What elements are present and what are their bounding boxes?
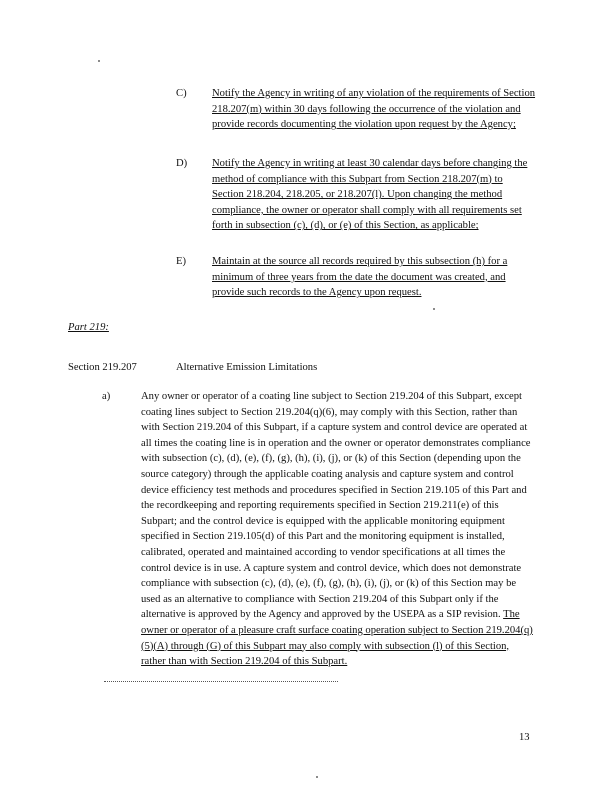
scan-speck <box>98 60 100 62</box>
item-label: E) <box>176 256 186 267</box>
item-text: Notify the Agency in writing at least 30 calendar days before changing the method of compliance with this Subpart from Section 218.207(m) to Section 218.204, 218.205, or 218.207(l). Upon changing the method compliance, the owner or operator shall comply with all requirements set forth in subsection (c), (d), or (e) of this Section, as applicable; <box>212 158 528 232</box>
section-title: Alternative Emission Limitations <box>176 362 318 373</box>
dotted-separator <box>104 681 338 682</box>
subsection-label: a) <box>102 391 111 402</box>
subsection-text <box>141 389 536 670</box>
section-heading <box>68 362 318 373</box>
item-text: Notify the Agency in writing of any violation of the requirements of Section 218.207(m) within 30 days following the occurrence of the violation and provide records documenting the violation upon request by the Agency; <box>212 88 536 131</box>
item-label: C) <box>176 88 187 99</box>
subsection-text-main: Any owner or operator of a coating line subject to Section 219.204 of this Subpart, except coating lines subject to Section 219.204(q)(6), may comply with this Section, rather than with Section 219.204 of this Subpart, if a capture system and control device are operated at all times the coating line is in operation and the owner or operator demonstrates compliance with subsection (c), (d), (e), (f), (g), (h), (i), (j), or (k) of this Section (depending upon the source category) through the applicable coating analysis and capture system and control device efficiency test methods and procedures specified in Section 219.105 of this Part and the recordkeeping and reporting requirements specified in Section 219.211(e) of this Subpart; and the control device is equipped with the applicable monitoring equipment specified in Section 219.105(d) of this Part and the monitoring equipment is installed, calibrated, operated and maintained according to vendor specifications at all times the control device is in use. A capture system and control device, which does not demonstrate compliance with subsection (c), (d), (e), (f), (g), (h), (i), (j), or (k) of this Section may be used as an alternative to compliance with Section 219.204 of this Subpart only if the alternative is approved by the Agency and approved by the USEPA as a SIP revision. <box>141 391 531 621</box>
item-text: Maintain at the source all records required by this subsection (h) for a minimum of three years from the date the document was created, and provide such records to the Agency upon request. <box>212 256 508 299</box>
scan-speck <box>433 308 435 310</box>
subsection-text-amendment: The owner or operator of a pleasure craft surface coating operation subject to Section 219.204(q)(5)(A) through (G) of this Subpart may also comply with subsection (l) of this Section, rather than with Section 219.204 of this Subpart. <box>141 609 533 668</box>
item-label: D) <box>176 158 188 169</box>
scan-speck <box>316 776 318 778</box>
part-heading: Part 219: <box>68 322 109 333</box>
section-number: Section 219.207 <box>68 362 137 373</box>
page-number: 13 <box>519 732 530 743</box>
